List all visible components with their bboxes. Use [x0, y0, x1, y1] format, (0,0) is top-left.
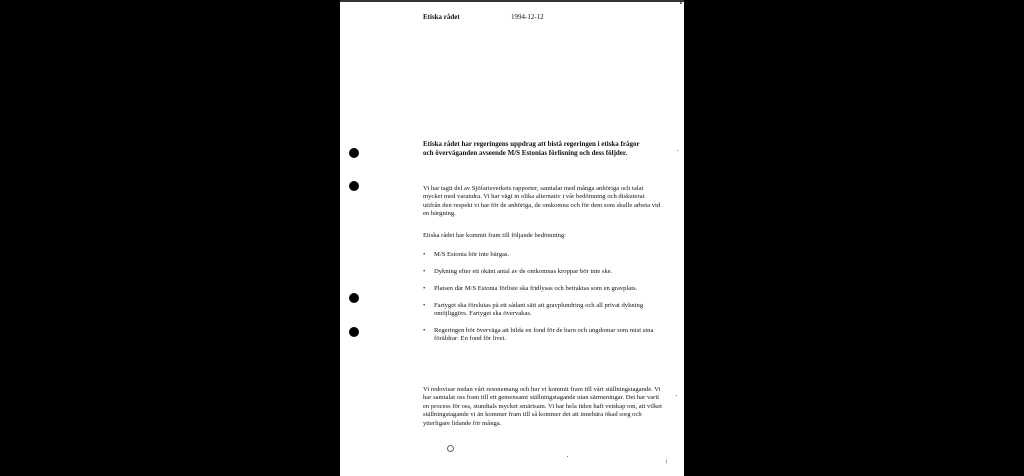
circle-mark [447, 445, 454, 452]
bullet-item: • Regeringen bör överväga att bilda en fond för de barn och ungdomar som mist sina föräldrar: En fond för livet. [423, 327, 663, 344]
scan-speck [677, 150, 678, 151]
lead-text: Etiska rådet har regeringens uppdrag att bistå regeringen i etiska frågor och överväganden avseende M/S Estonias förlisning och dess följder. [423, 140, 640, 157]
bullet-item: • Platsen där M/S Estonia förliste ska fridlysas och betraktas som en gravplats. [423, 285, 663, 293]
paragraph-assessment-heading: Etiska rådet har kommit fram till följande bedömning: [423, 232, 567, 239]
header-date: 1994-12-12 [511, 13, 544, 21]
paragraph-closing: Vi redovisar nedan vårt resonemang och hur vi kommit fram till vårt ställningstagande. Vi har samtalat oss fram till ett gemensamt ställningstagande utan särmeningar. Det har varit en process för oss, stundtals mycket smärtsam. Vi har hela tiden haft vetskap om, att vilket ställningstagande vi än kommer fram till så kommer det att innebära ökad sorg och ytterligare lidande för många. [423, 386, 663, 427]
header-organization: Etiska rådet [423, 13, 460, 21]
scan-speck [567, 456, 568, 457]
page-number: 1 [665, 460, 668, 465]
bullet-item: • Dykning efter ett okänt antal av de omkomnas kroppar bör inte ske. [423, 268, 663, 276]
page-content [340, 0, 684, 476]
paragraph-intro: Vi har tagit del av Sjöfartsverkets rapporter, samtalat med många anhöriga och talat mycket med varandra. Vi har vägt in olika alternativ i vår bedömning och diskuterat utifrån den respekt vi har för de anhöriga, de omkomna och för dem som skulle arbeta vid en bärgning. [423, 185, 661, 218]
scan-speck [680, 2, 682, 4]
assessment-bullet-list [423, 251, 663, 352]
bullet-item: • Fartyget ska förslutas på ett sådant sätt att gravplundring och all privat dykning omöjliggörs. Fartyget ska övervakas. [423, 302, 663, 319]
scan-speck [676, 395, 677, 396]
bullet-item: • M/S Estonia bör inte bärgas. [423, 251, 663, 259]
